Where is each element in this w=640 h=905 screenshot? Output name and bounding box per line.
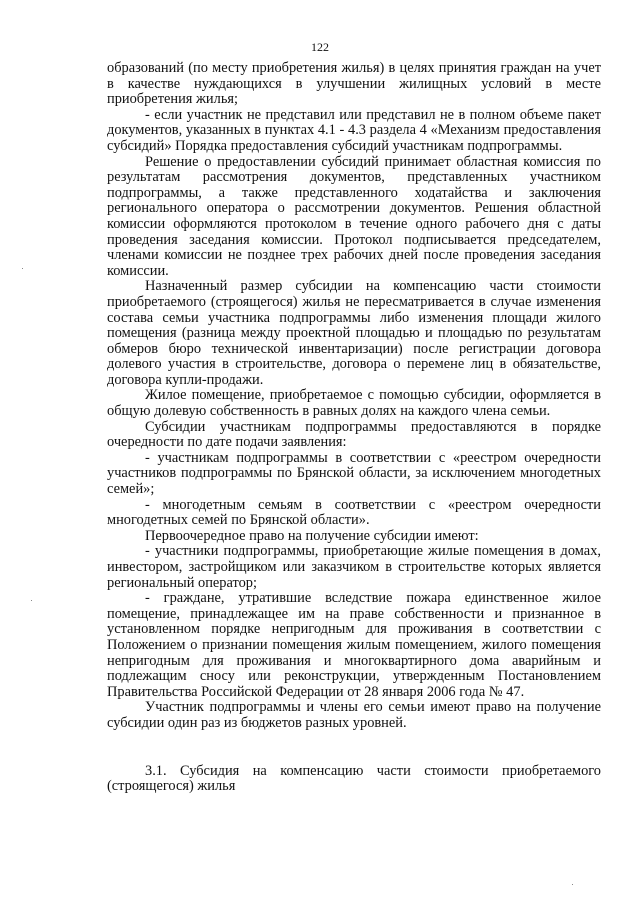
section-heading: 3.1. Субсидия на компенсацию части стоимости приобретаемого (строящегося) жилья	[107, 762, 601, 795]
document-body	[107, 61, 601, 795]
scan-speck	[572, 884, 573, 885]
scan-speck	[31, 600, 32, 601]
paragraph-12: Участник подпрограммы и члены его семьи имеют право на получение субсидии один раз из бюджетов разных уровней.	[107, 699, 601, 731]
paragraph-9: Первоочередное право на получение субсидии имеют:	[145, 527, 479, 544]
page-number: 122	[311, 40, 329, 54]
paragraph-5: Жилое помещение, приобретаемое с помощью субсидии, оформляется в общую долевую собственность в равных долях на каждого члена семьи.	[107, 387, 601, 420]
paragraph-7: - участникам подпрограммы в соответствии с «реестром очередности участников подпрограммы по Брянской области, за исключением многодетных семей»;	[107, 449, 601, 498]
paragraph-10: - участники подпрограммы, приобретающие жилые помещения в домах, инвестором, застройщиком или заказчиком в строительстве которых является региональный оператор;	[107, 543, 601, 591]
paragraph-6: Субсидии участникам подпрограммы предоставляются в порядке очередности по дате подачи заявления:	[107, 418, 601, 451]
paragraph-1: образований (по месту приобретения жилья) в целях принятия граждан на учет в качестве нуждающихся в улучшении жилищных условий в месте приобретения жилья;	[107, 60, 601, 108]
scan-speck	[22, 268, 23, 269]
paragraph-2: - если участник не представил или представил не в полном объеме пакет документов, указанных в пунктах 4.1 - 4.3 раздела 4 «Механизм предоставления субсидий» Порядка предоставления субсидий участникам подпрограммы.	[107, 106, 601, 154]
paragraph-4: Назначенный размер субсидии на компенсацию части стоимости приобретаемого (строящегося) жилья не пересматривается в случае изменения состава семьи участника подпрограммы либо изменения площади жилого помещения (разница между проектной площадью и площадью по результатам обмеров бюро технической инвентаризации) после регистрации договора долевого участия в строительстве, договора о перемене лиц в обязательстве, договора купли-продажи.	[107, 278, 601, 388]
paragraph-8: - многодетным семьям в соответствии с «реестром очередности многодетных семей по Брянской области».	[107, 496, 601, 529]
paragraph-3: Решение о предоставлении субсидий принимает областная комиссия по результатам рассмотрения документов, представленных участником подпрограммы, а также представленного ходатайства и заключения регионального оператора о рассмотрении документов. Решения областной комиссии оформляются протоколом в течение одного рабочего дня с даты проведения заседания комиссии. Протокол подписывается председателем, членами комиссии не позднее трех рабочих дней после проведения заседания комиссии.	[107, 153, 601, 279]
paragraph-11: - граждане, утратившие вследствие пожара единственное жилое помещение, принадлежащее им на праве собственности и признанное в установленном порядке непригодным для проживания в соответствии с Положением о признании помещения жилым помещением, жилого помещения непригодным для проживания и многоквартирного дома аварийным и подлежащим сносу или реконструкции, утвержденным Постановлением Правительства Российской Федерации от 28 января 2006 года № 47.	[107, 590, 601, 700]
